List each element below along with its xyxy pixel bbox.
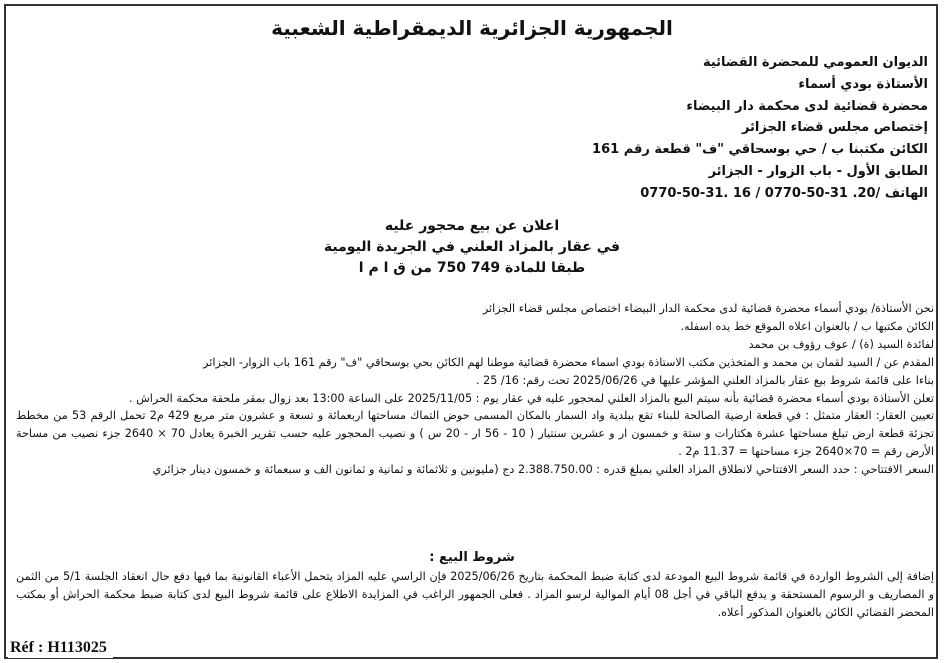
announcement-body xyxy=(16,300,934,479)
header-line: الكائن مكتبنا ب / حي بوسحاقي "ف" قطعة رقم 161 xyxy=(592,142,928,158)
body-paragraph: تعيين العقار: العقار متمثل : في قطعة ارضية الصالحة للبناء تقع ببلدية واد السمار بالمكان المسمى حوض التماك مساحتها اربعمائة و تسعة و عشرون متر مربع 429 م2 تحمل الرقم 53 من مخطط تجزئة قطعة ارض تبلغ مساحتها عشرة هكتارات و ستة و خمسون ار و عشرين سنتيار ( 10 - 56 ار - 20 س ) و نصيب المحجور عليه حسب تقرير الخبرة يعادل 70 × 2640 جزء نصيب من مساحة الأرض رقم = 70×2640 جزء مساحتها = 11.37 م2 . xyxy=(16,409,935,459)
header-line: محضرة قضائية لدى محكمة دار البيضاء xyxy=(686,98,928,114)
body-paragraph: لفائدة السيد (ة) / عوف رؤوف بن محمد xyxy=(748,337,934,351)
office-header xyxy=(328,52,928,205)
header-line: إختصاص مجلس قضاء الجزائر xyxy=(741,120,928,136)
body-paragraph: تعلن الأستاذة بودي أسماء محضرة قضائية بأنه سيتم البيع بالمزاد العلني لمحجور عليه في عقار يوم : 2025/11/05 على الساعة 13:00 بعد زوال بمقر ملحقة محكمة الحراش . xyxy=(129,391,934,405)
conditions-body xyxy=(16,568,934,622)
announcement-line: طبقا للمادة 749 750 من ق ا م ا xyxy=(358,260,586,276)
header-line: الطابق الأول - باب الزوار - الجزائر xyxy=(708,163,928,179)
body-paragraph: بناءا على قائمة شروط بيع عقار بالمزاد العلني المؤشر عليها في 2025/06/26 تحت رقم: 16/ 25 . xyxy=(475,373,934,387)
header-phone: الهاتف /20. 31-50-0770 / 16 .31-50-0770 xyxy=(640,185,928,201)
conditions-paragraph: إضافة إلى الشروط الواردة في قائمة شروط البيع المودعة لدى كتابة ضبط المحكمة بتاريخ 2025/06/26 فإن الراسي عليه المزاد يتحمل الأعباء القانونية بما فيها دفع حال انعقاد الجلسة 5/1 من الثمن و المصاريف و الرسوم المستحقة و يدفع الباقي في أجل 08 أيام الموالية لرسو المزاد . فعلى الجمهور الراغب في المزايدة الاطلاع على قائمة شروط البيع لدى كتابة ضبط محكمة الحراش أو بمكتب المحضر القضائي الكائن بالعنوان المذكور أعلاه. xyxy=(16,570,934,619)
reference-number: Réf : H113025 xyxy=(8,638,113,658)
header-line: الأستاذة بودي أسماء xyxy=(798,76,928,92)
announcement-heading xyxy=(0,216,944,279)
page-title: الجمهورية الجزائرية الديمقراطية الشعبية xyxy=(271,16,673,40)
announcement-line: اعلان عن بيع محجور عليه xyxy=(384,218,560,234)
body-paragraph: الكائن مكتبها ب / بالعنوان اعلاه الموقع خط يده اسفله. xyxy=(680,319,934,333)
announcement-line: في عقار بالمزاد العلني في الجريدة اليومية xyxy=(323,239,621,255)
body-paragraph: السعر الافتتاحي : حدد السعر الافتتاحي لانطلاق المزاد العلني بمبلغ قدره : 2.388.750.00 دج (مليونين و ثلاثمائة و ثمانية و ثمانون الف و سبعمائة و خمسون دينار جزائري xyxy=(152,463,934,477)
body-paragraph: المقدم عن / السيد لقمان بن محمد و المتخذين مكتب الاستاذة بودي اسماء محضرة قضائية موطنا لهم الكائن بحي بوسحاقي "ف" رقم 161 باب الزوار- الجزائر xyxy=(203,355,934,369)
header-line: الديوان العمومي للمحضرة القضائية xyxy=(702,55,928,70)
conditions-title: شروط البيع : xyxy=(429,550,515,565)
body-paragraph: نحن الأستاذة/ بودي أسماء محضرة قضائية لدى محكمة الدار البيضاء اختصاص مجلس قضاء الجزائر xyxy=(482,302,934,315)
